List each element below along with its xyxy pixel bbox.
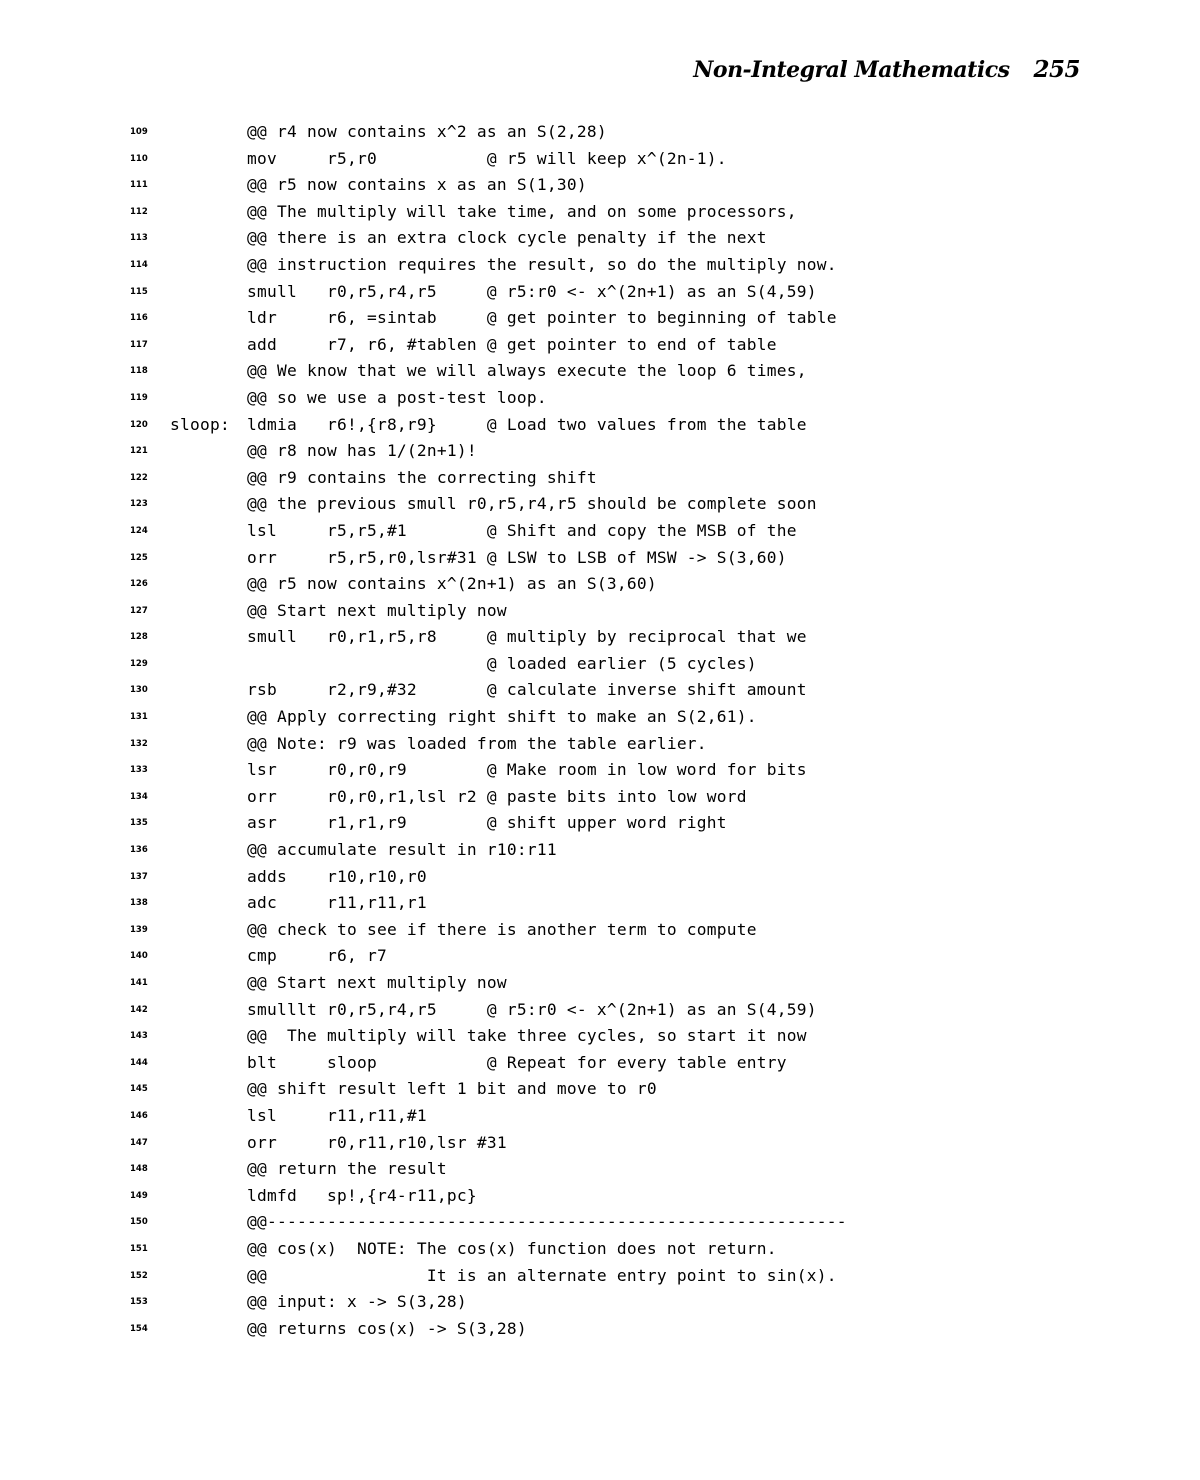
code-line [0,491,1200,518]
line-number: 139 [130,924,148,935]
line-number: 141 [130,978,148,988]
code-text: @@ r9 contains the correcting shift [247,467,597,487]
code-text: adds r10,r10,r0 [247,866,427,886]
code-text: @ loaded earlier (5 cycles) [247,653,757,673]
code-line [0,810,1200,837]
code-text: @@ r8 now has 1/(2n+1)! [247,441,477,461]
code-line [0,412,1200,439]
code-listing [0,119,1200,1342]
code-text: @@ r4 now contains x^2 as an S(2,28) [247,122,607,141]
code-line [0,598,1200,625]
line-number: 153 [130,1297,148,1308]
line-number: 137 [130,871,148,882]
code-line [0,518,1200,545]
code-line [0,704,1200,731]
line-number: 129 [130,658,148,669]
chapter-title: Non-Integral Mathematics [693,57,1010,83]
line-number: 114 [130,259,148,270]
code-line [0,545,1200,572]
code-line [0,385,1200,412]
code-line [0,1103,1200,1130]
line-number: 116 [130,313,148,324]
code-line [0,1156,1200,1183]
code-line [0,1050,1200,1077]
line-number: 148 [130,1164,148,1175]
code-text: @@---------------------------------------------------------- [247,1212,847,1232]
line-number: 110 [130,153,148,164]
line-number: 145 [130,1084,148,1095]
code-line [0,146,1200,173]
code-text: @@ check to see if there is another term to compute [247,919,757,939]
line-number: 130 [130,685,148,696]
code-line [0,1130,1200,1157]
line-number: 133 [130,765,148,776]
code-line [0,1023,1200,1050]
code-line [0,1263,1200,1290]
code-line [0,784,1200,811]
line-number: 113 [130,233,148,244]
code-text: @@ input: x -> S(3,28) [247,1292,467,1312]
code-line [0,279,1200,306]
code-text: asr r1,r1,r9 @ shift upper word right [247,813,727,833]
line-number: 127 [130,605,148,616]
code-text: @@ so we use a post-test loop. [247,387,547,407]
code-text: @@ accumulate result in r10:r11 [247,840,557,860]
code-line [0,199,1200,226]
line-number: 144 [130,1057,148,1068]
line-number: 147 [130,1137,148,1148]
code-text: @@ Start next multiply now [247,973,507,992]
code-line [0,731,1200,758]
code-text: @@ there is an extra clock cycle penalty if the next [247,228,767,248]
code-text: orr r0,r0,r1,lsl r2 @ paste bits into low word [247,786,747,806]
code-text: smull r0,r1,r5,r8 @ multiply by reciprocal that we [247,627,807,647]
code-text: @@ Apply correcting right shift to make an S(2,61). [247,707,757,727]
line-number: 149 [130,1190,148,1201]
code-text: @@ cos(x) NOTE: The cos(x) function does not return. [247,1238,777,1258]
code-text: @@ shift result left 1 bit and move to r0 [247,1079,657,1099]
code-line [0,917,1200,944]
line-number: 154 [130,1323,148,1334]
code-line [0,358,1200,385]
code-line [0,624,1200,651]
line-number: 134 [130,791,148,802]
code-line [0,225,1200,252]
code-line [0,890,1200,917]
line-number: 112 [130,206,148,217]
code-line [0,1236,1200,1263]
code-line [0,172,1200,199]
code-text: lsl r11,r11,#1 [247,1105,427,1125]
code-line [0,465,1200,492]
line-number: 142 [130,1004,148,1015]
code-text: smulllt r0,r5,r4,r5 @ r5:r0 <- x^(2n+1) as an S(4,59) [247,999,817,1019]
line-number: 115 [130,286,148,297]
code-text: @@ The multiply will take three cycles, so start it now [247,1026,807,1046]
code-text: ldmia r6!,{r8,r9} @ Load two values from the table [247,414,807,434]
line-number: 111 [130,180,148,191]
code-line [0,1289,1200,1316]
line-number: 143 [130,1031,148,1042]
line-number: 124 [130,525,148,536]
code-text: lsl r5,r5,#1 @ Shift and copy the MSB of the [247,520,797,540]
code-line [0,837,1200,864]
code-line [0,1209,1200,1236]
code-text: orr r0,r11,r10,lsr #31 [247,1132,507,1152]
code-label: sloop: [170,414,230,434]
line-number: 120 [130,419,148,430]
line-number: 152 [130,1270,148,1281]
code-line [0,1316,1200,1343]
line-number: 117 [130,339,148,350]
line-number: 146 [130,1110,148,1121]
code-text: blt sloop @ Repeat for every table entry [247,1052,787,1072]
code-line [0,1076,1200,1103]
code-line [0,571,1200,598]
line-number: 140 [130,951,148,962]
code-line [0,1183,1200,1210]
code-line [0,252,1200,279]
line-number: 123 [130,499,148,510]
code-text: @@ returns cos(x) -> S(3,28) [247,1318,527,1338]
line-number: 118 [130,366,148,377]
page-number: 255 [1033,56,1080,83]
line-number: 150 [130,1217,148,1228]
line-number: 125 [130,552,148,563]
line-number: 119 [130,392,148,403]
code-line [0,677,1200,704]
code-line [0,757,1200,784]
code-text: @@ r5 now contains x as an S(1,30) [247,175,587,195]
line-number: 126 [130,579,148,590]
code-text: lsr r0,r0,r9 @ Make room in low word for bits [247,760,807,780]
code-text: @@ The multiply will take time, and on some processors, [247,201,797,221]
code-text: @@ It is an alternate entry point to sin(x). [247,1265,837,1285]
code-text: @@ the previous smull r0,r5,r4,r5 should be complete soon [247,494,817,514]
line-number: 109 [130,127,148,137]
code-text: @@ We know that we will always execute the loop 6 times, [247,361,807,381]
line-number: 138 [130,898,148,909]
code-text: rsb r2,r9,#32 @ calculate inverse shift amount [247,680,807,700]
code-text: adc r11,r11,r1 [247,893,427,913]
code-text: smull r0,r5,r4,r5 @ r5:r0 <- x^(2n+1) as an S(4,59) [247,281,817,301]
code-line [0,119,1200,146]
code-line [0,438,1200,465]
code-line [0,970,1200,997]
line-number: 121 [130,446,148,457]
code-text: @@ return the result [247,1159,447,1179]
code-line [0,305,1200,332]
code-text: @@ instruction requires the result, so do the multiply now. [247,254,837,274]
line-number: 151 [130,1243,148,1254]
code-text: @@ r5 now contains x^(2n+1) as an S(3,60) [247,574,657,594]
code-line [0,651,1200,678]
code-line [0,997,1200,1024]
code-text: ldmfd sp!,{r4-r11,pc} [247,1185,477,1205]
code-text: @@ Start next multiply now [247,600,507,620]
line-number: 122 [130,472,148,483]
code-text: mov r5,r0 @ r5 will keep x^(2n-1). [247,148,727,168]
line-number: 135 [130,818,148,829]
code-text: orr r5,r5,r0,lsr#31 @ LSW to LSB of MSW -> S(3,60) [247,547,787,567]
code-text: @@ Note: r9 was loaded from the table earlier. [247,733,707,753]
code-text: add r7, r6, #tablen @ get pointer to end of table [247,334,777,354]
code-line [0,864,1200,891]
code-text: cmp r6, r7 [247,946,387,966]
code-text: ldr r6, =sintab @ get pointer to beginning of table [247,308,837,328]
line-number: 128 [130,632,148,643]
line-number: 136 [130,845,148,856]
running-header [693,56,1080,90]
code-line [0,943,1200,970]
line-number: 131 [130,712,148,723]
code-line [0,332,1200,359]
line-number: 132 [130,738,148,749]
